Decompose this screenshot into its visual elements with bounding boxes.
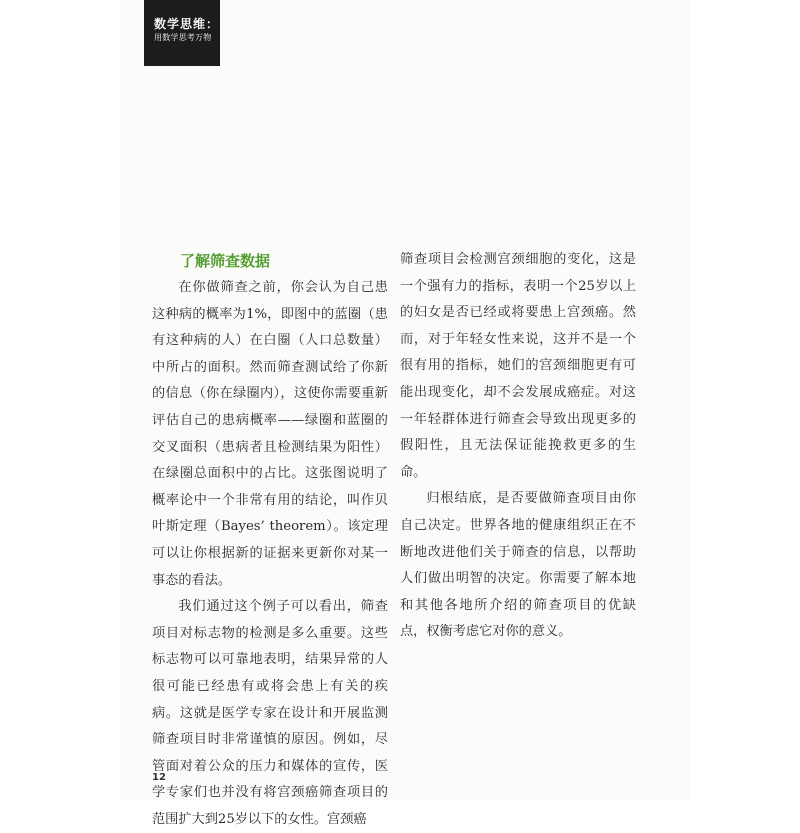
section-title: 了解筛查数据	[180, 252, 271, 270]
paragraph: 在你做筛查之前，你会认为自己患这种病的概率为1%，即图中的蓝圈（患有这种病的人）在白圈（人口总数量）中所占的面积。然而筛查测试给了你新的信息（你在绿圈内），这使你需要重新评估自己的患病概率——绿圈和蓝圈的交叉面积（患病者且检测结果为阳性）在绿圈总面积中的占比。这张图说明了概率论中一个非常有用的结论，叫作贝叶斯定理（Bayes’ theorem）。该定理可以让你根据新的证据来更新你对某一事态的看法。	[152, 280, 388, 588]
paragraph: 我们通过这个例子可以看出，筛查项目对标志物的检测是多么重要。这些标志物可以可靠地表明，结果异常的人很可能已经患有或将会患上有关的疾病。这就是医学专家在设计和开展监测筛查项目时非常谨慎的原因。例如，尽管面对着公众的压力和媒体的宣传，医学专家们也并没有将宫颈癌筛查项目的范围扩大到25岁以下的女性。宫颈癌	[152, 599, 388, 827]
running-header	[144, 0, 220, 66]
page-number: 12	[152, 772, 166, 783]
header-title: 数学思维：	[154, 17, 220, 31]
right-column	[400, 247, 636, 646]
paragraph-continued: 筛查项目会检测宫颈细胞的变化，这是一个强有力的指标，表明一个25岁以上的妇女是否已经或将要患上宫颈癌。然而，对于年轻女性来说，这并不是一个很有用的指标，她们的宫颈细胞更有可能出现变化，却不会发展成癌症。对这一年轻群体进行筛查会导致出现更多的假阳性，且无法保证能挽救更多的生命。	[400, 252, 636, 480]
header-subtitle: 用数学思考万物	[154, 33, 212, 42]
left-column	[152, 247, 388, 833]
paragraph: 归根结底，是否要做筛查项目由你自己决定。世界各地的健康组织正在不断地改进他们关于筛查的信息，以帮助人们做出明智的决定。你需要了解本地和其他各地所介绍的筛查项目的优缺点，权衡考虑它对你的意义。	[400, 491, 636, 640]
